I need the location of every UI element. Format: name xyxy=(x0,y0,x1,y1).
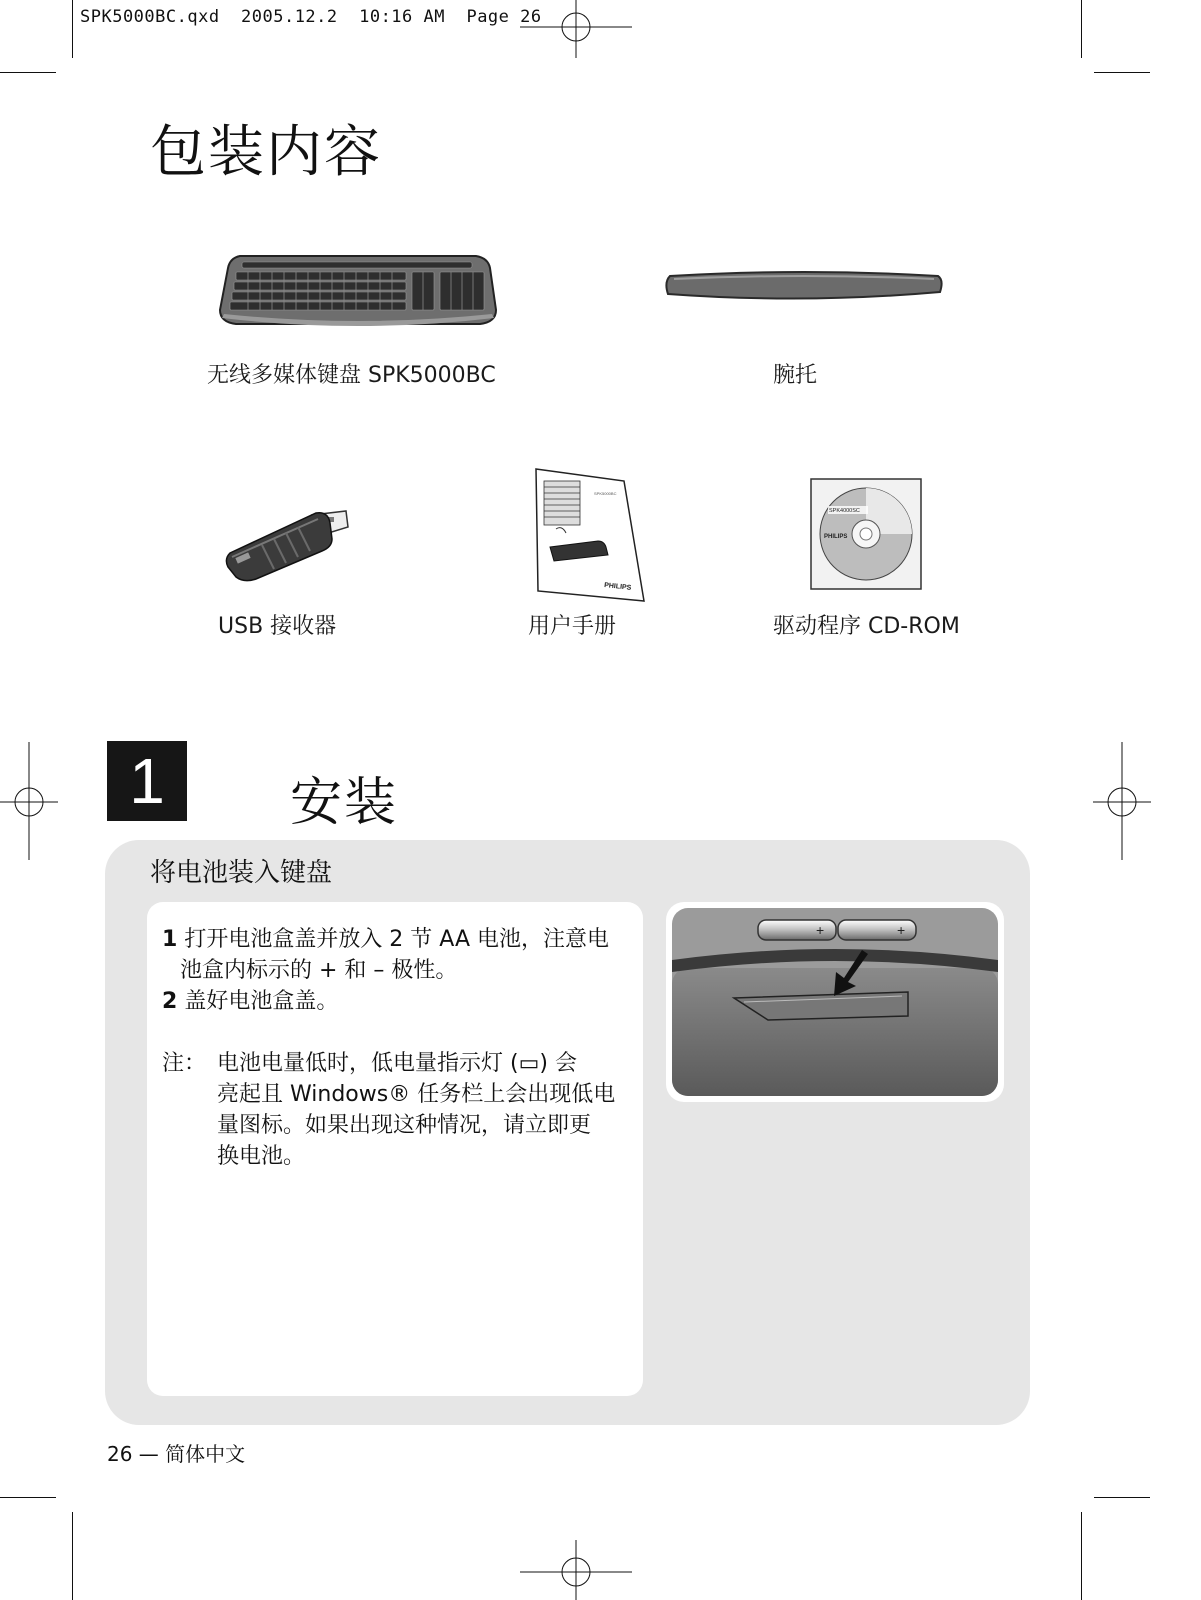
step-2 xyxy=(162,986,338,1017)
svg-text:+: + xyxy=(816,922,825,938)
cd-rom-label: 驱动程序 CD-ROM xyxy=(773,614,960,639)
step-number: 1 xyxy=(162,927,178,952)
print-slug: SPK5000BC.qxd 2005.12.2 10:16 AM Page 26 xyxy=(80,7,542,27)
note-line: 亮起且 Windows® 任务栏上会出现低电 xyxy=(217,1082,616,1107)
usb-receiver-label: USB 接收器 xyxy=(218,614,337,639)
svg-text:PHILIPS: PHILIPS xyxy=(603,582,632,592)
svg-text:PHILIPS: PHILIPS xyxy=(824,534,848,540)
page-footer: 26 — 简体中文 xyxy=(107,1442,246,1466)
note-line: 量图标。如果出现这种情况，请立即更 xyxy=(217,1113,592,1138)
wrist-rest-label: 腕托 xyxy=(773,363,818,388)
note-line: 电池电量低时，低电量指示灯 (▭) 会 xyxy=(217,1051,577,1076)
user-manual-label: 用户手册 xyxy=(528,614,617,639)
page-title: 包装内容 xyxy=(150,120,382,185)
note-body xyxy=(217,1048,635,1172)
keyboard-image xyxy=(218,252,498,328)
keyboard-label: 无线多媒体键盘 SPK5000BC xyxy=(207,363,496,388)
svg-text:SPK4000SC: SPK4000SC xyxy=(829,508,860,514)
note-label: 注： xyxy=(162,1051,207,1076)
step-text: 打开电池盒盖并放入 2 节 AA 电池，注意电 xyxy=(184,927,609,952)
section-title: 安装 xyxy=(290,773,399,833)
step-1-continued: 池盒内标示的 + 和 – 极性。 xyxy=(180,958,458,983)
panel-title: 将电池装入键盘 xyxy=(150,858,333,888)
note-line: 换电池。 xyxy=(217,1144,306,1169)
step-number: 2 xyxy=(162,989,178,1014)
battery-install-image xyxy=(672,908,998,1096)
wrist-rest-image xyxy=(664,270,944,304)
svg-text:SPK5000BC: SPK5000BC xyxy=(594,491,617,496)
usb-receiver-image xyxy=(222,505,352,585)
section-number-badge: 1 xyxy=(107,741,187,821)
step-1 xyxy=(162,924,609,955)
cd-rom-image xyxy=(810,478,922,590)
step-text: 盖好电池盒盖。 xyxy=(184,989,339,1014)
svg-text:+: + xyxy=(897,922,906,938)
user-manual-image xyxy=(532,467,647,605)
